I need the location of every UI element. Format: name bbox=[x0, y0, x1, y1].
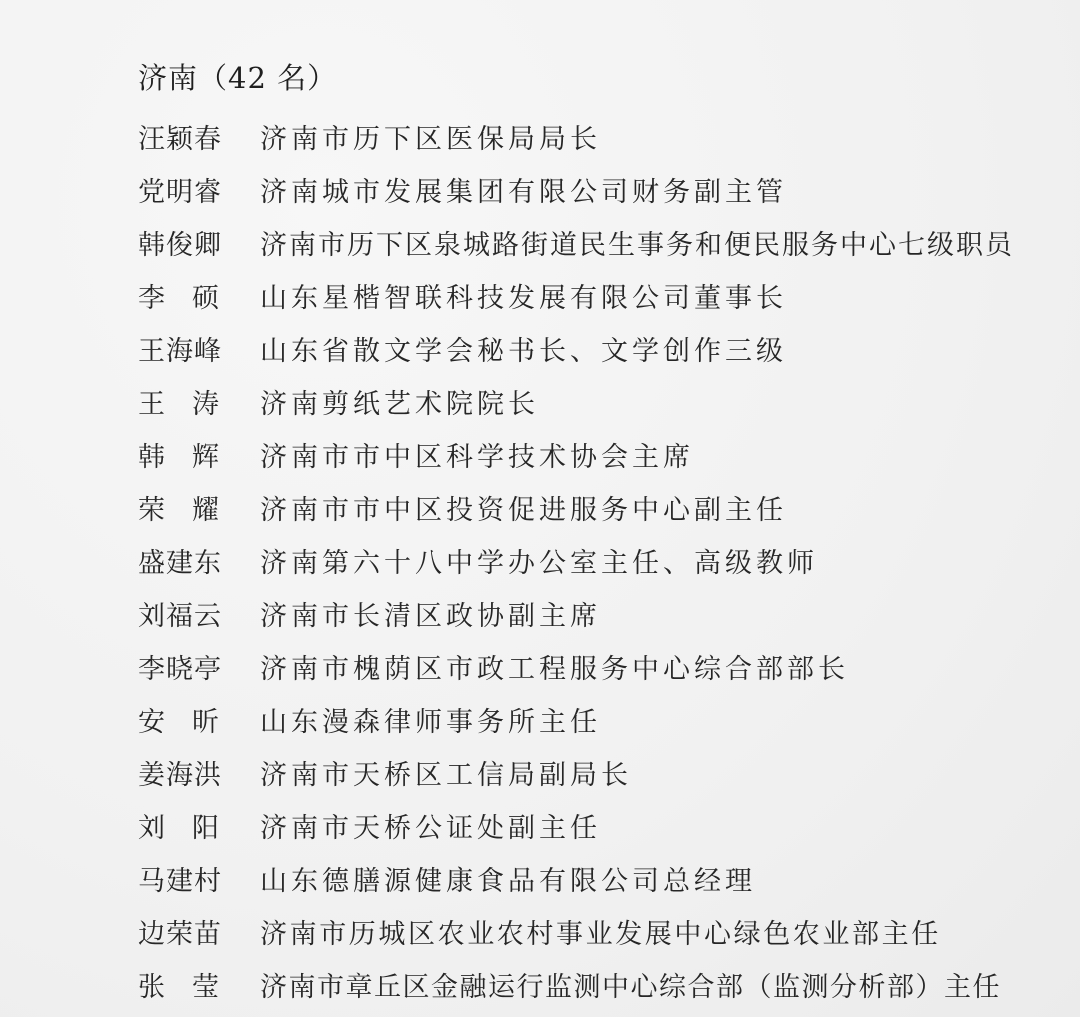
person-name: 安 昕 bbox=[138, 707, 219, 738]
person-role: 济南市天桥公证处副主任 bbox=[260, 813, 601, 844]
list-item bbox=[138, 958, 1058, 1011]
person-name: 韩俊卿 bbox=[138, 230, 222, 261]
person-name: 汪颖春 bbox=[138, 124, 222, 155]
list-item bbox=[138, 269, 1058, 322]
person-role: 山东星楷智联科技发展有限公司董事长 bbox=[260, 283, 787, 314]
list-item bbox=[138, 799, 1058, 852]
person-role: 山东德膳源健康食品有限公司总经理 bbox=[260, 866, 756, 897]
person-role: 济南市历城区农业农村事业发展中心绿色农业部主任 bbox=[260, 919, 941, 950]
list-item bbox=[138, 746, 1058, 799]
person-name: 张 莹 bbox=[138, 972, 219, 1003]
person-name: 刘 阳 bbox=[138, 813, 219, 844]
list-item bbox=[138, 322, 1058, 375]
section-heading: 济南（42 名） bbox=[138, 61, 338, 95]
person-role: 济南市历下区医保局局长 bbox=[260, 124, 601, 155]
name-list bbox=[138, 110, 1058, 1011]
list-item bbox=[138, 163, 1058, 216]
person-role: 济南第六十八中学办公室主任、高级教师 bbox=[260, 548, 818, 579]
person-role: 山东漫森律师事务所主任 bbox=[260, 707, 601, 738]
person-role: 济南市历下区泉城路街道民生事务和便民服务中心七级职员 bbox=[260, 230, 1014, 261]
person-role: 济南市长清区政协副主席 bbox=[260, 601, 601, 632]
list-item bbox=[138, 640, 1058, 693]
person-role: 济南市市中区科学技术协会主席 bbox=[260, 442, 694, 473]
list-item bbox=[138, 534, 1058, 587]
person-name: 盛建东 bbox=[138, 548, 222, 579]
list-item bbox=[138, 216, 1058, 269]
person-role: 济南城市发展集团有限公司财务副主管 bbox=[260, 177, 787, 208]
person-name: 王 涛 bbox=[138, 389, 219, 420]
person-name: 党明睿 bbox=[138, 177, 222, 208]
list-item bbox=[138, 852, 1058, 905]
list-item bbox=[138, 587, 1058, 640]
person-name: 姜海洪 bbox=[138, 760, 222, 791]
person-role: 济南市槐荫区市政工程服务中心综合部部长 bbox=[260, 654, 849, 685]
person-role: 济南市天桥区工信局副局长 bbox=[260, 760, 632, 791]
person-name: 荣 耀 bbox=[138, 495, 219, 526]
person-name: 李晓亭 bbox=[138, 654, 222, 685]
person-name: 刘福云 bbox=[138, 601, 222, 632]
person-role: 济南市市中区投资促进服务中心副主任 bbox=[260, 495, 787, 526]
person-name: 边荣苗 bbox=[138, 919, 222, 950]
person-role: 济南剪纸艺术院院长 bbox=[260, 389, 539, 420]
person-name: 马建村 bbox=[138, 866, 222, 897]
list-item bbox=[138, 428, 1058, 481]
list-item bbox=[138, 481, 1058, 534]
list-item bbox=[138, 905, 1058, 958]
list-item bbox=[138, 110, 1058, 163]
person-name: 韩 辉 bbox=[138, 442, 219, 473]
list-item bbox=[138, 693, 1058, 746]
person-role: 济南市章丘区金融运行监测中心综合部（监测分析部）主任 bbox=[260, 972, 1001, 1003]
person-name: 李 硕 bbox=[138, 283, 219, 314]
person-role: 山东省散文学会秘书长、文学创作三级 bbox=[260, 336, 787, 367]
person-name: 王海峰 bbox=[138, 336, 222, 367]
list-item bbox=[138, 375, 1058, 428]
